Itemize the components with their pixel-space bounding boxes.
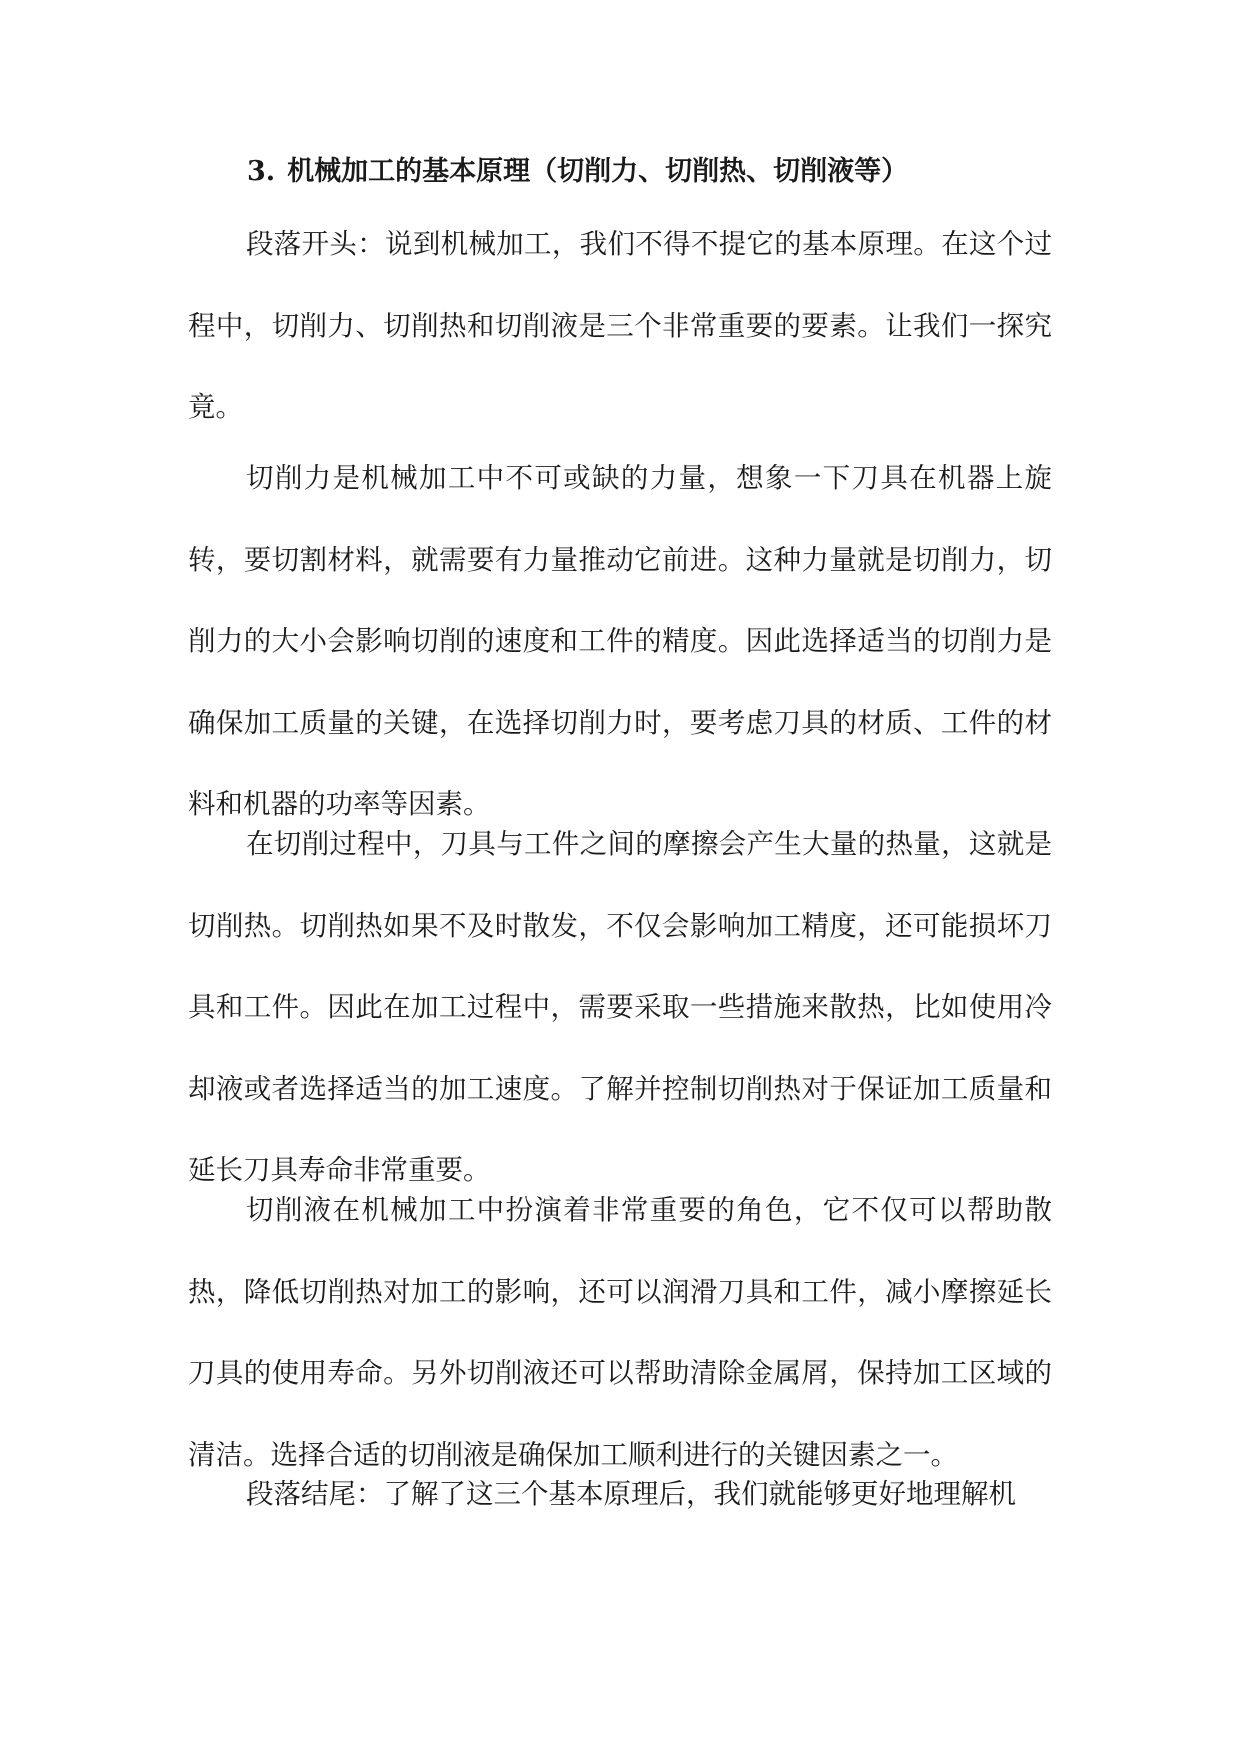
section-number: 3. [247,156,276,187]
paragraph-intro: 段落开头：说到机械加工，我们不得不提它的基本原理。在这个过程中，切削力、切削热和切削液是三个非常重要的要素。让我们一探究竟。 [188,228,1052,423]
section-title: 机械加工的基本原理（切削力、切削热、切削液等） [287,156,909,187]
section-heading [247,152,1047,192]
paragraph-cutting-heat: 在切削过程中，刀具与工件之间的摩擦会产生大量的热量，这就是切削热。切削热如果不及时散发，不仅会影响加工精度，还可能损坏刀具和工件。因此在加工过程中，需要采取一些措施来散热，比如使用冷却液或者选择适当的加工速度。了解并控制切削热对于保证加工质量和延长刀具寿命非常重要。 [188,828,1052,1186]
paragraph-cutting-fluid: 切削液在机械加工中扮演着非常重要的角色，它不仅可以帮助散热，降低切削热对加工的影响，还可以润滑刀具和工件，减小摩擦延长刀具的使用寿命。另外切削液还可以帮助清除金属屑，保持加工区域的清洁。选择合适的切削液是确保加工顺利进行的关键因素之一。 [188,1194,1052,1471]
paragraph-cutting-force: 切削力是机械加工中不可或缺的力量，想象一下刀具在机器上旋转，要切割材料，就需要有力量推动它前进。这种力量就是切削力，切削力的大小会影响切削的速度和工件的精度。因此选择适当的切削力是确保加工质量的关键，在选择切削力时，要考虑刀具的材质、工件的材料和机器的功率等因素。 [188,462,1052,820]
paragraph-conclusion: 段落结尾：了解了这三个基本原理后，我们就能够更好地理解机 [246,1478,1016,1510]
